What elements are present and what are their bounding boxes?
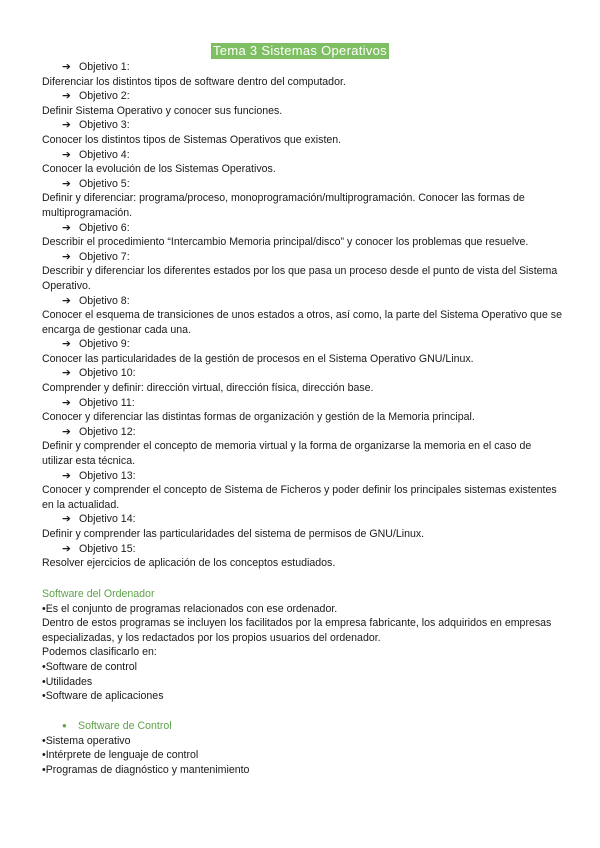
objective-heading — [42, 250, 562, 265]
objective-label: Objetivo 5: — [79, 177, 130, 190]
arrow-icon: ➔ — [62, 177, 71, 190]
arrow-icon: ➔ — [62, 119, 71, 132]
objective-text: Definir y comprender el concepto de memoria virtual y la forma de organizarse la memoria en el caso de utilizar esta técnica. — [42, 440, 532, 468]
bullet-item: •Es el conjunto de programas relacionados con ese ordenador. — [42, 602, 338, 615]
objective-text: Conocer el esquema de transiciones de unos estados a otros, así como, la parte del Sistema Operativo que se encarga de gestionar cada una. — [42, 309, 562, 336]
objective-text: Comprender y definir: dirección virtual, dirección física, dirección base. — [42, 382, 374, 395]
control-section — [42, 719, 562, 777]
objective-label: Objetivo 7: — [79, 250, 130, 263]
objective-heading — [42, 221, 562, 236]
objective-label: Objetivo 1: — [79, 61, 130, 73]
arrow-icon: ➔ — [62, 338, 71, 351]
title-wrap — [0, 43, 600, 59]
page-title: Tema 3 Sistemas Operativos — [213, 43, 387, 58]
objective-heading — [42, 177, 562, 192]
classify-text: Podemos clasificarlo en: — [42, 646, 157, 659]
objective-text: Conocer la evolución de los Sistemas Operativos. — [42, 163, 276, 176]
objective-heading — [42, 337, 562, 352]
objectives-list — [42, 60, 562, 571]
objective-label: Objetivo 2: — [79, 90, 130, 103]
objective-text: Describir y diferenciar los diferentes estados por los que pasa un proceso desde el punto de vista del Sistema Operativo. — [42, 265, 558, 292]
objective-heading — [42, 425, 562, 440]
list-item: •Software de control — [42, 660, 137, 673]
objective-text: Definir Sistema Operativo y conocer sus funciones. — [42, 104, 283, 117]
arrow-icon: ➔ — [62, 396, 71, 409]
objective-label: Objetivo 8: — [79, 294, 130, 307]
objective-text: Diferenciar los distintos tipos de software dentro del computador. — [42, 75, 346, 88]
objective-label: Objetivo 4: — [79, 148, 130, 161]
objective-heading — [42, 542, 562, 557]
objective-heading — [42, 512, 562, 527]
objective-text: Definir y diferenciar: programa/proceso, monoprogramación/multiprogramación. Conocer las formas de multiprogramación. — [42, 192, 525, 219]
objective-text: Conocer las particularidades de la gestión de procesos en el Sistema Operativo GNU/Linux. — [42, 352, 474, 365]
objective-heading — [42, 60, 562, 75]
section-heading: Software del Ordenador — [42, 588, 155, 600]
arrow-icon: ➔ — [62, 61, 71, 73]
arrow-icon: ➔ — [62, 542, 71, 555]
objective-label: Objetivo 11: — [79, 396, 135, 409]
arrow-icon: ➔ — [62, 90, 71, 103]
objective-label: Objetivo 14: — [79, 513, 136, 526]
objective-label: Objetivo 3: — [79, 119, 130, 132]
arrow-icon: ➔ — [62, 250, 71, 263]
objective-label: Objetivo 15: — [79, 542, 136, 555]
objective-text: Resolver ejercicios de aplicación de los conceptos estudiados. — [42, 557, 336, 570]
objective-heading — [42, 148, 562, 163]
objective-label: Objetivo 6: — [79, 221, 130, 234]
objective-text: Definir y comprender las particularidades del sistema de permisos de GNU/Linux. — [42, 528, 425, 540]
list-item: •Sistema operativo — [42, 734, 131, 747]
arrow-icon: ➔ — [62, 148, 71, 161]
subsection-title: Software de Control — [78, 720, 172, 732]
arrow-icon: ➔ — [62, 469, 71, 482]
list-item: •Programas de diagnóstico y mantenimiento — [42, 763, 250, 776]
objective-heading — [42, 89, 562, 104]
subsection-heading — [42, 719, 562, 734]
objective-text: Conocer los distintos tipos de Sistemas Operativos que existen. — [42, 133, 342, 146]
arrow-icon: ➔ — [62, 367, 71, 380]
arrow-icon: ➔ — [62, 425, 71, 438]
objective-heading — [42, 366, 562, 381]
objective-text: Conocer y comprender el concepto de Sistema de Ficheros y poder definir los principales sistemas existentes en la actualidad. — [42, 484, 557, 511]
objective-heading — [42, 469, 562, 484]
arrow-icon: ➔ — [62, 513, 71, 526]
objective-heading — [42, 396, 562, 411]
list-item: •Intérprete de lenguaje de control — [42, 749, 199, 762]
bullet-dot-icon: ● — [62, 721, 67, 730]
objective-heading — [42, 294, 562, 309]
arrow-icon: ➔ — [62, 221, 71, 234]
paragraph: Dentro de estos programas se incluyen los facilitados por la empresa fabricante, los adquiridos en empresas especializadas, y los redactados por los propios usuarios del ordenador. — [42, 617, 552, 644]
objective-text: Conocer y diferenciar las distintas formas de organización y gestión de la Memoria principal. — [42, 411, 475, 424]
objective-label: Objetivo 9: — [79, 338, 130, 351]
objective-label: Objetivo 13: — [79, 469, 136, 482]
objective-label: Objetivo 12: — [79, 425, 136, 438]
objective-text: Describir el procedimiento “Intercambio Memoria principal/disco” y conocer los problemas que resuelve. — [42, 236, 529, 249]
software-section — [42, 587, 562, 704]
objective-heading — [42, 118, 562, 133]
list-item: •Software de aplicaciones — [42, 690, 164, 703]
objective-label: Objetivo 10: — [79, 367, 136, 380]
arrow-icon: ➔ — [62, 294, 71, 307]
list-item: •Utilidades — [42, 675, 93, 688]
